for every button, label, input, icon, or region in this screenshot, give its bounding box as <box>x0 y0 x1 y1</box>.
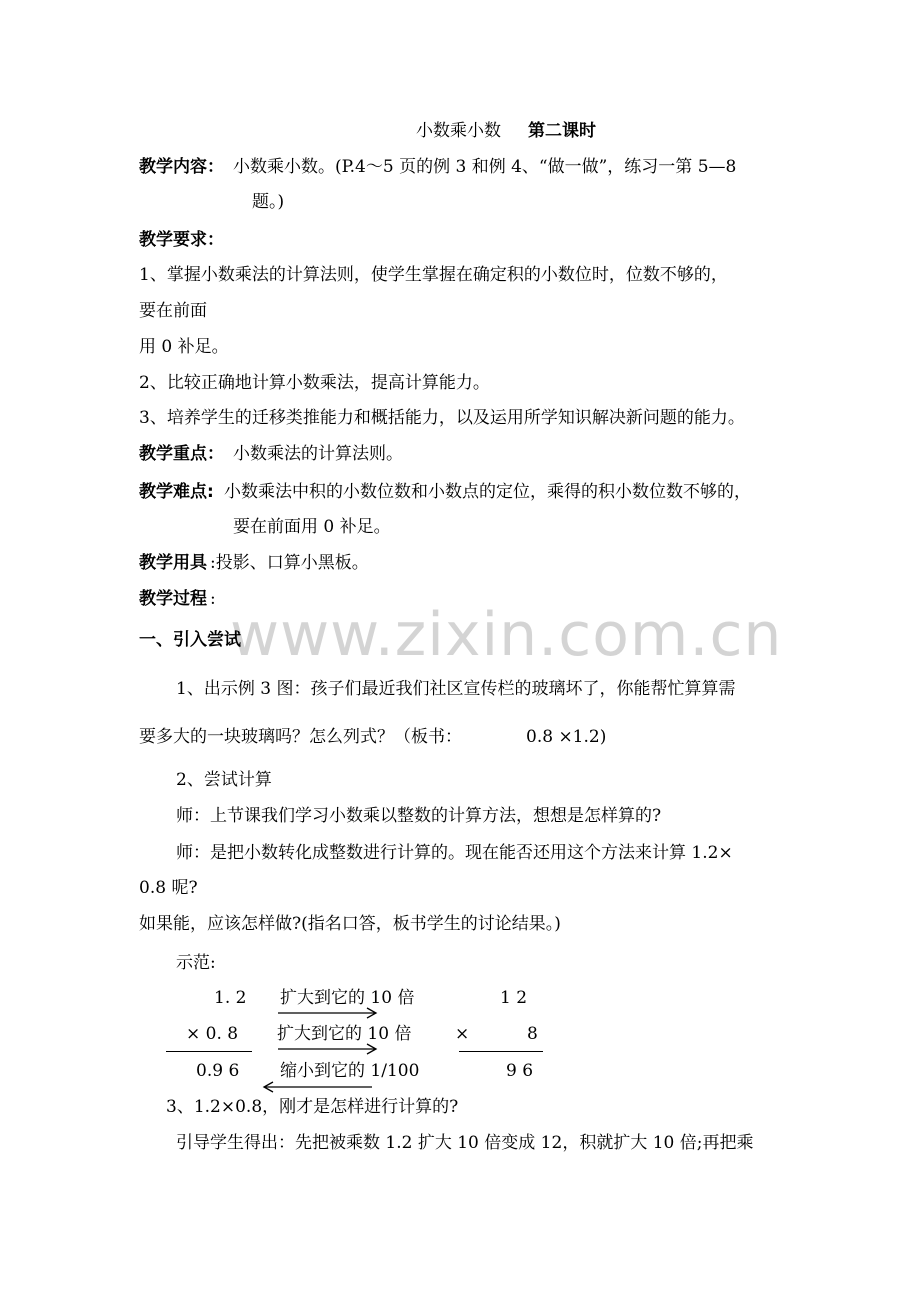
key-point-label: 教学重点： <box>139 444 224 464</box>
paragraph-3: 师：上节课我们学习小数乘以整数的计算方法，想想是怎样算的? <box>176 806 662 826</box>
integer-times-sign: × <box>455 1024 470 1044</box>
key-point-text: 小数乘法的计算法则。 <box>233 444 403 464</box>
right-arrow-icon <box>277 1007 379 1019</box>
arrow-label-2: 扩大到它的 10 倍 <box>277 1024 412 1044</box>
paragraph-2: 2、尝试计算 <box>176 770 272 790</box>
demo-multiplier: × 0. 8 <box>186 1024 239 1044</box>
integer-multiplicand: 1 2 <box>500 988 528 1008</box>
arrow-label-3: 缩小到它的 1/100 <box>280 1061 420 1081</box>
left-arrow-icon <box>262 1081 374 1093</box>
paragraph-5: 如果能，应该怎样做?(指名口答，板书学生的讨论结果。) <box>139 914 561 934</box>
demo-product: 0.9 6 <box>196 1061 240 1081</box>
process-colon: : <box>210 589 216 609</box>
right-arrow-icon <box>277 1043 379 1055</box>
requirement-1b: 要在前面 <box>139 301 207 321</box>
demo-multiplicand: 1. 2 <box>214 988 247 1008</box>
paragraph-1c: 0.8 ×1.2) <box>526 727 607 747</box>
content-text: 小数乘小数。(P.4～5 页的例 3 和例 4、“做一做”，练习一第 5—8 <box>233 157 737 177</box>
arrow-label-1: 扩大到它的 10 倍 <box>280 988 415 1008</box>
title-main: 小数乘小数 <box>416 121 501 141</box>
integer-multiplier: 8 <box>527 1024 538 1044</box>
content-label: 教学内容： <box>139 157 224 177</box>
requirement-2: 2、比较正确地计算小数乘法，提高计算能力。 <box>139 373 490 393</box>
paragraph-4: 师：是把小数转化成整数进行计算的。现在能否还用这个方法来计算 1.2× <box>176 843 733 863</box>
demo-rule <box>166 1051 252 1052</box>
watermark: www.zixin.com.cn <box>230 600 783 670</box>
difficulty-label: 教学难点: <box>139 482 214 502</box>
paragraph-1: 1、出示例 3 图：孩子们最近我们社区宣传栏的玻璃坏了，你能帮忙算算需 <box>176 679 736 699</box>
paragraph-8: 引导学生得出：先把被乘数 1.2 扩大 10 倍变成 12，积就扩大 10 倍;再把乘 <box>176 1133 754 1153</box>
section-heading: 一、引入尝试 <box>139 630 241 650</box>
integer-product: 9 6 <box>506 1061 534 1081</box>
paragraph-6: 示范: <box>176 953 216 973</box>
paragraph-4b: 0.8 呢? <box>139 878 198 898</box>
integer-rule <box>459 1051 543 1052</box>
difficulty-text: 小数乘法中积的小数位数和小数点的定位，乘得的积小数位数不够的， <box>224 482 751 502</box>
difficulty-text-2: 要在前面用 0 补足。 <box>233 517 391 537</box>
process-label: 教学过程 <box>139 589 207 609</box>
requirement-1: 1、掌握小数乘法的计算法则，使学生掌握在确定积的小数位时，位数不够的， <box>139 265 728 285</box>
requirements-label: 教学要求： <box>139 230 224 250</box>
paragraph-7: 3、1.2×0.8，刚才是怎样进行计算的? <box>166 1097 459 1117</box>
paragraph-1b: 要多大的一块玻璃吗？怎么列式？（板书： <box>139 727 462 747</box>
tools-text: :投影、口算小黑板。 <box>210 553 369 573</box>
content-text-2: 题。) <box>252 192 285 212</box>
tools-label: 教学用具 <box>139 553 207 573</box>
requirement-1c: 用 0 补足。 <box>139 337 229 357</box>
title-lesson: 第二课时 <box>528 121 596 141</box>
requirement-3: 3、培养学生的迁移类推能力和概括能力，以及运用所学知识解决新问题的能力。 <box>139 408 745 428</box>
